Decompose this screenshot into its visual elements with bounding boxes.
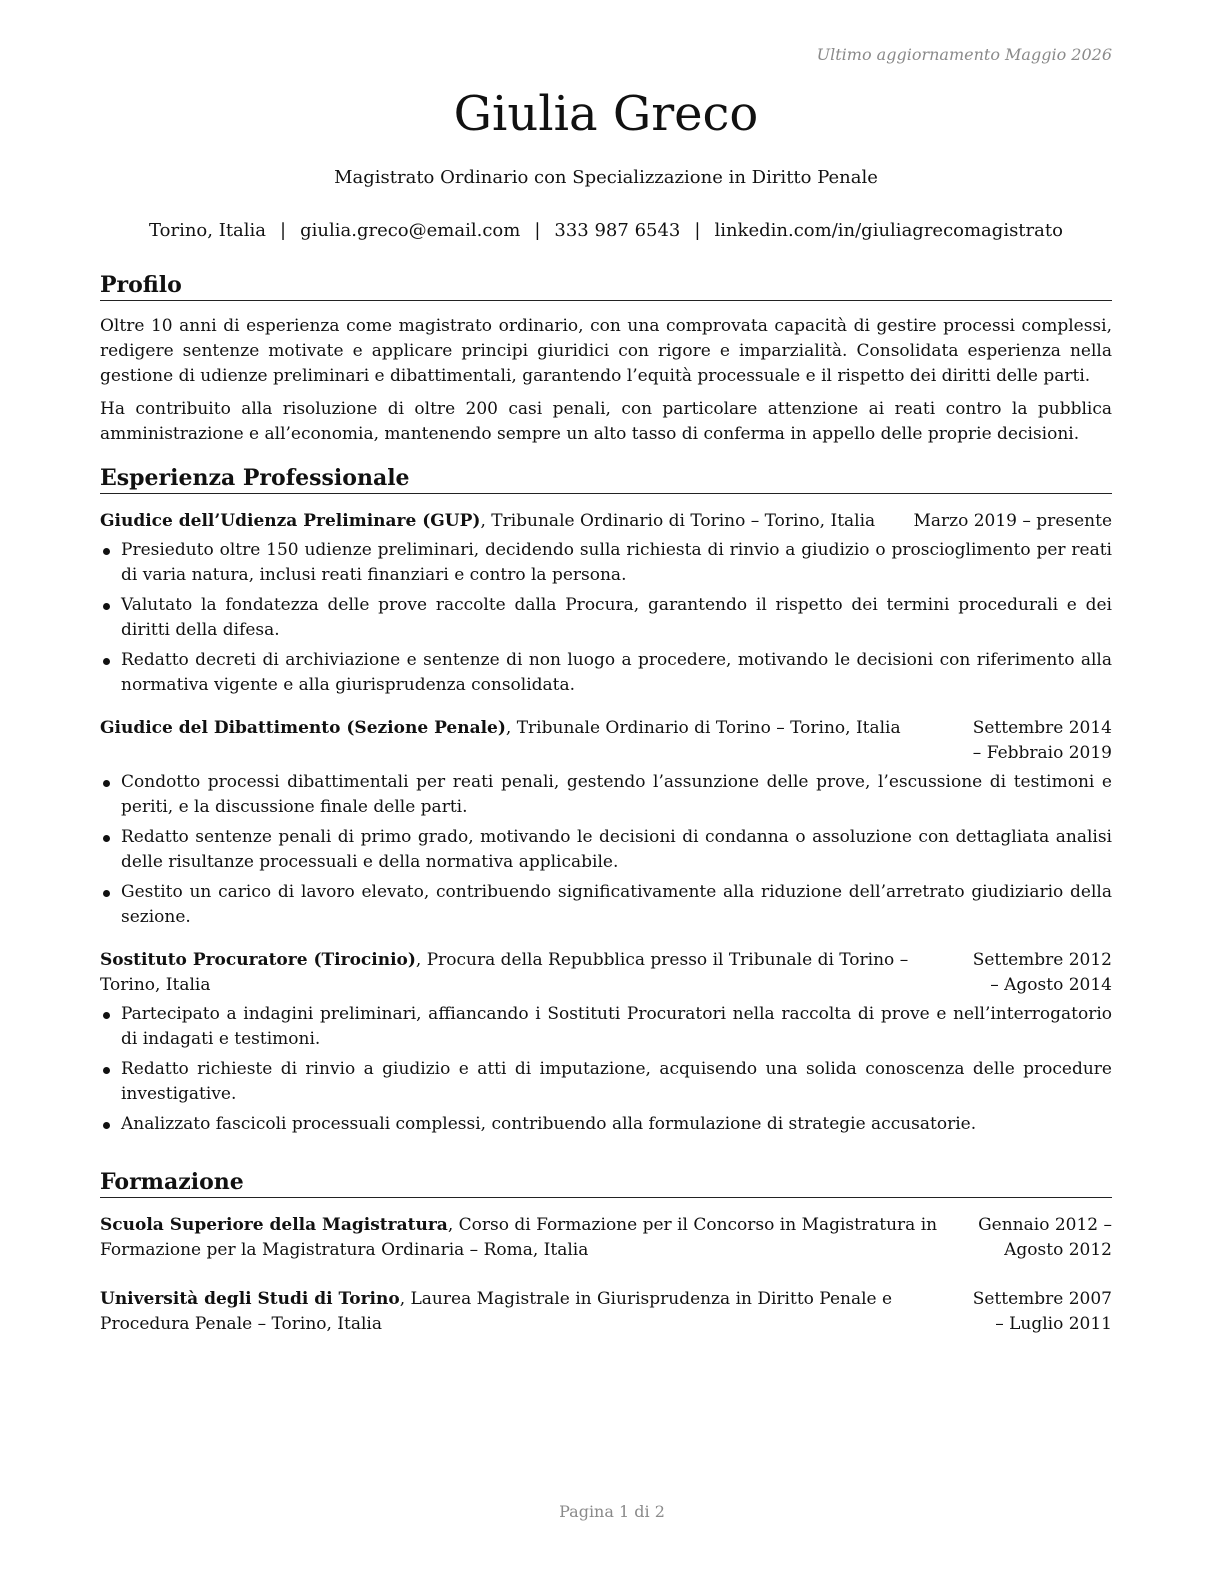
experience-section (100, 464, 1112, 1142)
job-header (100, 509, 1112, 534)
job-entry (100, 716, 1112, 930)
page-number: Pagina 1 di 2 (559, 1502, 665, 1521)
profile-section (100, 271, 1112, 447)
job-bullets (100, 538, 1112, 698)
last-updated-note: Ultimo aggiornamento Maggio 2026 (816, 45, 1112, 64)
job-role: Sostituto Procuratore (Tirocinio) (100, 950, 416, 970)
education-heading: Formazione (100, 1168, 1112, 1198)
job-entry (100, 509, 1112, 698)
contact-linkedin[interactable]: linkedin.com/in/giuliagrecomagistrato (714, 220, 1063, 241)
job-dates: Settembre 2014 – Febbraio 2019 (972, 718, 1112, 763)
job-role: Giudice dell’Udienza Preliminare (GUP) (100, 511, 481, 531)
job-dates: Marzo 2019 – presente (913, 511, 1112, 531)
contact-email[interactable]: giulia.greco@email.com (300, 220, 521, 241)
candidate-name: Giulia Greco (453, 86, 759, 142)
list-item: Condotto processi dibattimentali per reati penali, gestendo l’assunzione delle prove, l’escussione di testimoni e periti, e la discussione finale delle parti. (100, 770, 1112, 820)
job-header (100, 716, 1112, 766)
education-entry (100, 1213, 1112, 1263)
job-dates: Settembre 2012 – Agosto 2014 (972, 950, 1112, 995)
education-section (100, 1168, 1112, 1337)
list-item: Presieduto oltre 150 udienze preliminari, decidendo sulla richiesta di rinvio a giudizio o proscioglimento per reati di varia natura, inclusi reati finanziari e contro la persona. (100, 538, 1112, 588)
list-item: Analizzato fascicoli processuali complessi, contribuendo alla formulazione di strategie accusatorie. (100, 1112, 1112, 1137)
education-detail: , Laurea Magistrale in Giurisprudenza in Diritto Penale e Procedura Penale – Torino, Italia (100, 1289, 893, 1334)
job-bullets (100, 1002, 1112, 1137)
contact-phone: 333 987 6543 (554, 220, 681, 241)
list-item: Partecipato a indagini preliminari, affiancando i Sostituti Procuratori nella raccolta di prove e nell’interrogatorio di indagati e testimoni. (100, 1002, 1112, 1052)
job-role: Giudice del Dibattimento (Sezione Penale) (100, 718, 506, 738)
contact-separator: | (280, 220, 287, 241)
profile-paragraph: Oltre 10 anni di esperienza come magistrato ordinario, con una comprovata capacità di gestire processi complessi, redigere sentenze motivate e applicare principi giuridici con rigore e imparzialità. Consolidata esperienza nella gestione di udienze preliminari e dibattimentali, garantendo l’equità processuale e il rispetto dei diritti delle parti. (100, 316, 1112, 386)
candidate-subtitle: Magistrato Ordinario con Specializzazione in Diritto Penale (334, 167, 878, 188)
education-detail: , Corso di Formazione per il Concorso in Magistratura in Formazione per la Magistratura Ordinaria – Roma, Italia (100, 1215, 938, 1260)
contact-line (100, 220, 1112, 241)
contact-separator: | (694, 220, 701, 241)
list-item: Valutato la fondatezza delle prove raccolte dalla Procura, garantendo il rispetto dei termini procedurali e dei diritti della difesa. (100, 593, 1112, 643)
list-item: Gestito un carico di lavoro elevato, contribuendo significativamente alla riduzione dell’arretrato giudiziario della sezione. (100, 880, 1112, 930)
list-item: Redatto decreti di archiviazione e sentenze di non luogo a procedere, motivando le decisioni con riferimento alla normativa vigente e alla giurisprudenza consolidata. (100, 648, 1112, 698)
list-item: Redatto richieste di rinvio a giudizio e atti di imputazione, acquisendo una solida conoscenza delle procedure investigative. (100, 1057, 1112, 1107)
education-dates: Settembre 2007 – Luglio 2011 (972, 1289, 1112, 1334)
job-organization: , Procura della Repubblica presso il Tribunale di Torino – Torino, Italia (100, 950, 909, 995)
profile-paragraph: Ha contribuito alla risoluzione di oltre 200 casi penali, con particolare attenzione ai reati contro la pubblica amministrazione e all’economia, mantenendo sempre un alto tasso di conferma in appello delle proprie decisioni. (100, 399, 1112, 444)
education-school: Scuola Superiore della Magistratura (100, 1215, 448, 1235)
list-item: Redatto sentenze penali di primo grado, motivando le decisioni di condanna o assoluzione con dettagliata analisi delle risultanze processuali e della normativa applicabile. (100, 825, 1112, 875)
job-organization: , Tribunale Ordinario di Torino – Torino, Italia (480, 511, 876, 531)
education-header (100, 1213, 1112, 1263)
education-header (100, 1287, 1112, 1337)
job-entry (100, 948, 1112, 1137)
job-bullets (100, 770, 1112, 930)
education-entry (100, 1287, 1112, 1337)
job-header (100, 948, 1112, 998)
education-school: Università degli Studi di Torino (100, 1289, 400, 1309)
contact-separator: | (534, 220, 541, 241)
experience-heading: Esperienza Professionale (100, 464, 1112, 494)
education-dates: Gennaio 2012 – Agosto 2012 (978, 1215, 1112, 1260)
contact-location: Torino, Italia (149, 220, 267, 241)
profile-heading: Profilo (100, 271, 1112, 301)
job-organization: , Tribunale Ordinario di Torino – Torino, Italia (505, 718, 901, 738)
